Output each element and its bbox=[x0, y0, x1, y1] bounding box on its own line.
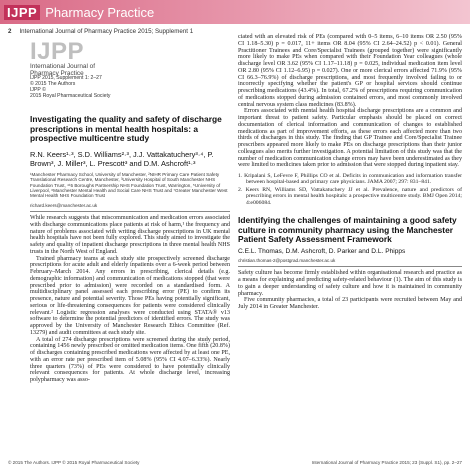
article-email: richard.keers@manchester.ac.uk bbox=[30, 202, 98, 208]
page-footer bbox=[8, 460, 462, 465]
footer-copyright: © 2015 The Authors. IJPP © 2015 Royal Pharmaceutical Society bbox=[8, 460, 140, 465]
body-paragraph: Trained pharmacy teams at each study site prospectively screened discharge prescriptions for acute adult and elderly inpatients over a 6-week period between February–March 2014. Any errors in prescribing, clerical details (e.g. demographic information) and communication of medications stopped (that were prescribed prior to admission) were recorded on a standardised form. A multidisciplinary panel assessed each prescribing error (PE) to confirm its presence, nature and potential severity. Those PEs having potentially significant, serious or life-threatening consequences for patients were considered clinically relevant.² Logistic regression analyses were conducted using STATA® v13 software to determine the potential predictors of identified errors. The study was approved by the University of Manchester Research Ethics Committee (Ref. 13279) and audit committees at each study site. bbox=[30, 255, 230, 336]
body-paragraph: Safety culture has become firmly established within organisational research and practice as a means for explaining and predicting safety-related behaviour (1). The aim of this study is to gain a deeper understanding of safety culture and how it is maintained in community pharmacy. bbox=[238, 270, 462, 297]
journal-logo-block bbox=[30, 38, 96, 77]
divider bbox=[30, 211, 230, 212]
reference-item: 2. Keers RN, Williams SD, Vattakatuchery JJ et al. Prevalence, nature and predictors of prescribing errors in mental health hospitals: a prospective multicentre study. BMJ Open 2014; 4:e006084. bbox=[238, 186, 462, 206]
article-authors: R.N. Keers¹·³, S.D. Williams²·³, J.J. Vattakatuchery³·⁴, P. Brown³, J. Miller³, L. Prescott³ and D.M. Ashcroft¹·³ bbox=[30, 149, 214, 168]
article2-authors: C.E.L. Thomas, D.M. Ashcroft, D. Parker and D.L. Phipps bbox=[238, 247, 406, 255]
meta-line-1: IJPP 2015, Supplement 1: 2–27 bbox=[30, 75, 102, 81]
article2-body bbox=[238, 270, 462, 311]
banner-logo bbox=[4, 3, 154, 21]
supplement-meta bbox=[30, 75, 110, 99]
logo-line-1: International Journal of bbox=[30, 63, 96, 70]
body-paragraph: Five community pharmacies, a total of 23 participants were recruited between May and July 2014 in Greater Manchester. bbox=[238, 297, 462, 311]
body-paragraph: ciated with an elevated risk of PEs (compared with 0–5 items, 6–10 items OR 2.50 (95% CI 1.18–5.30) p = 0.017, 11+ items OR 8.04 (95% CI 2.64–24.52) p < 0.01). General Practitioner Trainees and Core/Specialist Trainees (grouped together) were significantly more likely to make PEs when compared with their Foundation Year colleagues (whole discharge level OR 3.62 (95% CI 1.17–11.18) p = 0.025, individual medication item level OR 2.80 (95% CI 1.12–6.95) p = 0.027). One or more clerical errors affected 71.9% (95% CI 66.3–76.9%) of discharge prescriptions, and most frequently involved failing to or incorrectly specifying whether the patient's GP or hospital services should continue prescribing medications (43.4%). In total, 67.2% of prescriptions requiring communication of medications stopped during admission contained errors, and most commonly involved central nervous system class medicines (83.8%). bbox=[238, 34, 462, 108]
meta-line-3: IJPP © bbox=[30, 87, 46, 94]
article2-email: christian.thomas-2@postgrad.manchester.ac.uk bbox=[238, 258, 336, 264]
meta-line-4: 2015 Royal Pharmaceutical Society bbox=[30, 93, 111, 100]
body-paragraph: Errors associated with mental health hospital discharge prescriptions are a common and important threat to patient safety. Particular emphasis should be placed on correct documentation of clerical information and communication of changes to established medications as part of improvement efforts, as these errors each affected more than two thirds of discharges in this study. The finding that GP Trainee and Core/Specialist Trainee prescribers appeared more likely to make PEs on discharge prescriptions than their junior colleagues also merits further investigation. A potential limitation of this study was that the number of medication communication change errors may have been underestimated as they were limited to medicines taken prior to admission that were stopped during inpatient stay. bbox=[238, 108, 462, 169]
running-head-journal: International Journal of Pharmacy Practice 2015; Supplement 1 bbox=[19, 28, 194, 35]
divider bbox=[238, 266, 462, 267]
references-list bbox=[238, 173, 462, 206]
article-body bbox=[30, 215, 230, 384]
body-paragraph: While research suggests that miscommunication and medication errors associated with discharge communications place patients at risk of harm,¹ the frequency and nature of problems associated with writing discharge prescriptions in UK mental health hospitals have not been fully explored. This study aimed to investigate the safety and quality of inpatient discharge prescriptions in three mental health NHS trusts in the North West of England. bbox=[30, 215, 230, 255]
banner-title: Pharmacy Practice bbox=[45, 4, 155, 20]
journal-banner bbox=[0, 0, 470, 24]
article2-title: Identifying the challenges of maintaining a good safety culture in community pharmacy using the Manchester Patient Safety Assessment Framework bbox=[238, 215, 457, 245]
article-body-continued bbox=[238, 34, 462, 169]
body-paragraph: A total of 274 discharge prescriptions were screened during the study period, containing 1456 newly prescribed or omitted medication items. One fifth (20.8%) of discharges containing prescribed medications were affected by at least one PE, with an error rate per prescribed item of 5.08% (95% CI 4.07–6.33%). Nearly three quarters (73%) of PEs were considered to have potentially clinically relevant consequences for patients. At whole discharge level, increasing polypharmacy was asso- bbox=[30, 336, 230, 384]
running-head bbox=[8, 28, 193, 35]
meta-line-2: © 2015 The Authors bbox=[30, 81, 76, 88]
article-title: Investigating the quality and safety of discharge prescriptions in mental health hospitals: a prospective multicentre study bbox=[30, 114, 222, 144]
reference-item: 1. Kripalani S, LeFevre F, Phillips CO et al. Deficits in communication and information transfer between hospital-based and primary care physicians. JAMA 2007; 297: 831–841. bbox=[238, 173, 462, 186]
ijpp-logo: IJPP bbox=[30, 38, 85, 65]
footer-citation: International Journal of Pharmacy Practice 2015; 23 (Suppl. S1), pp. 2–27 bbox=[311, 460, 462, 465]
page-number: 2 bbox=[8, 28, 12, 35]
left-column bbox=[30, 115, 230, 384]
right-column bbox=[238, 34, 462, 311]
banner-ijpp-mark: IJPP bbox=[4, 5, 40, 20]
article-affiliations: ¹Manchester Pharmacy School, University of Manchester, ²NIHR Primary Care Patient Safety Translational Research Centre, Manchester, ³University Hospital of South Manchester NHS Foundation Trust, ⁴¹5 Boroughs Partnership NHS Foundation Trust, Warrington, ⁵University of Liverpool, ⁶Manchester Mental Health and Social Care NHS Trust and ⁷Greater Manchester West Mental Health NHS Foundation Trust bbox=[30, 171, 228, 199]
logo-line-2: Pharmacy Practice bbox=[30, 70, 84, 77]
